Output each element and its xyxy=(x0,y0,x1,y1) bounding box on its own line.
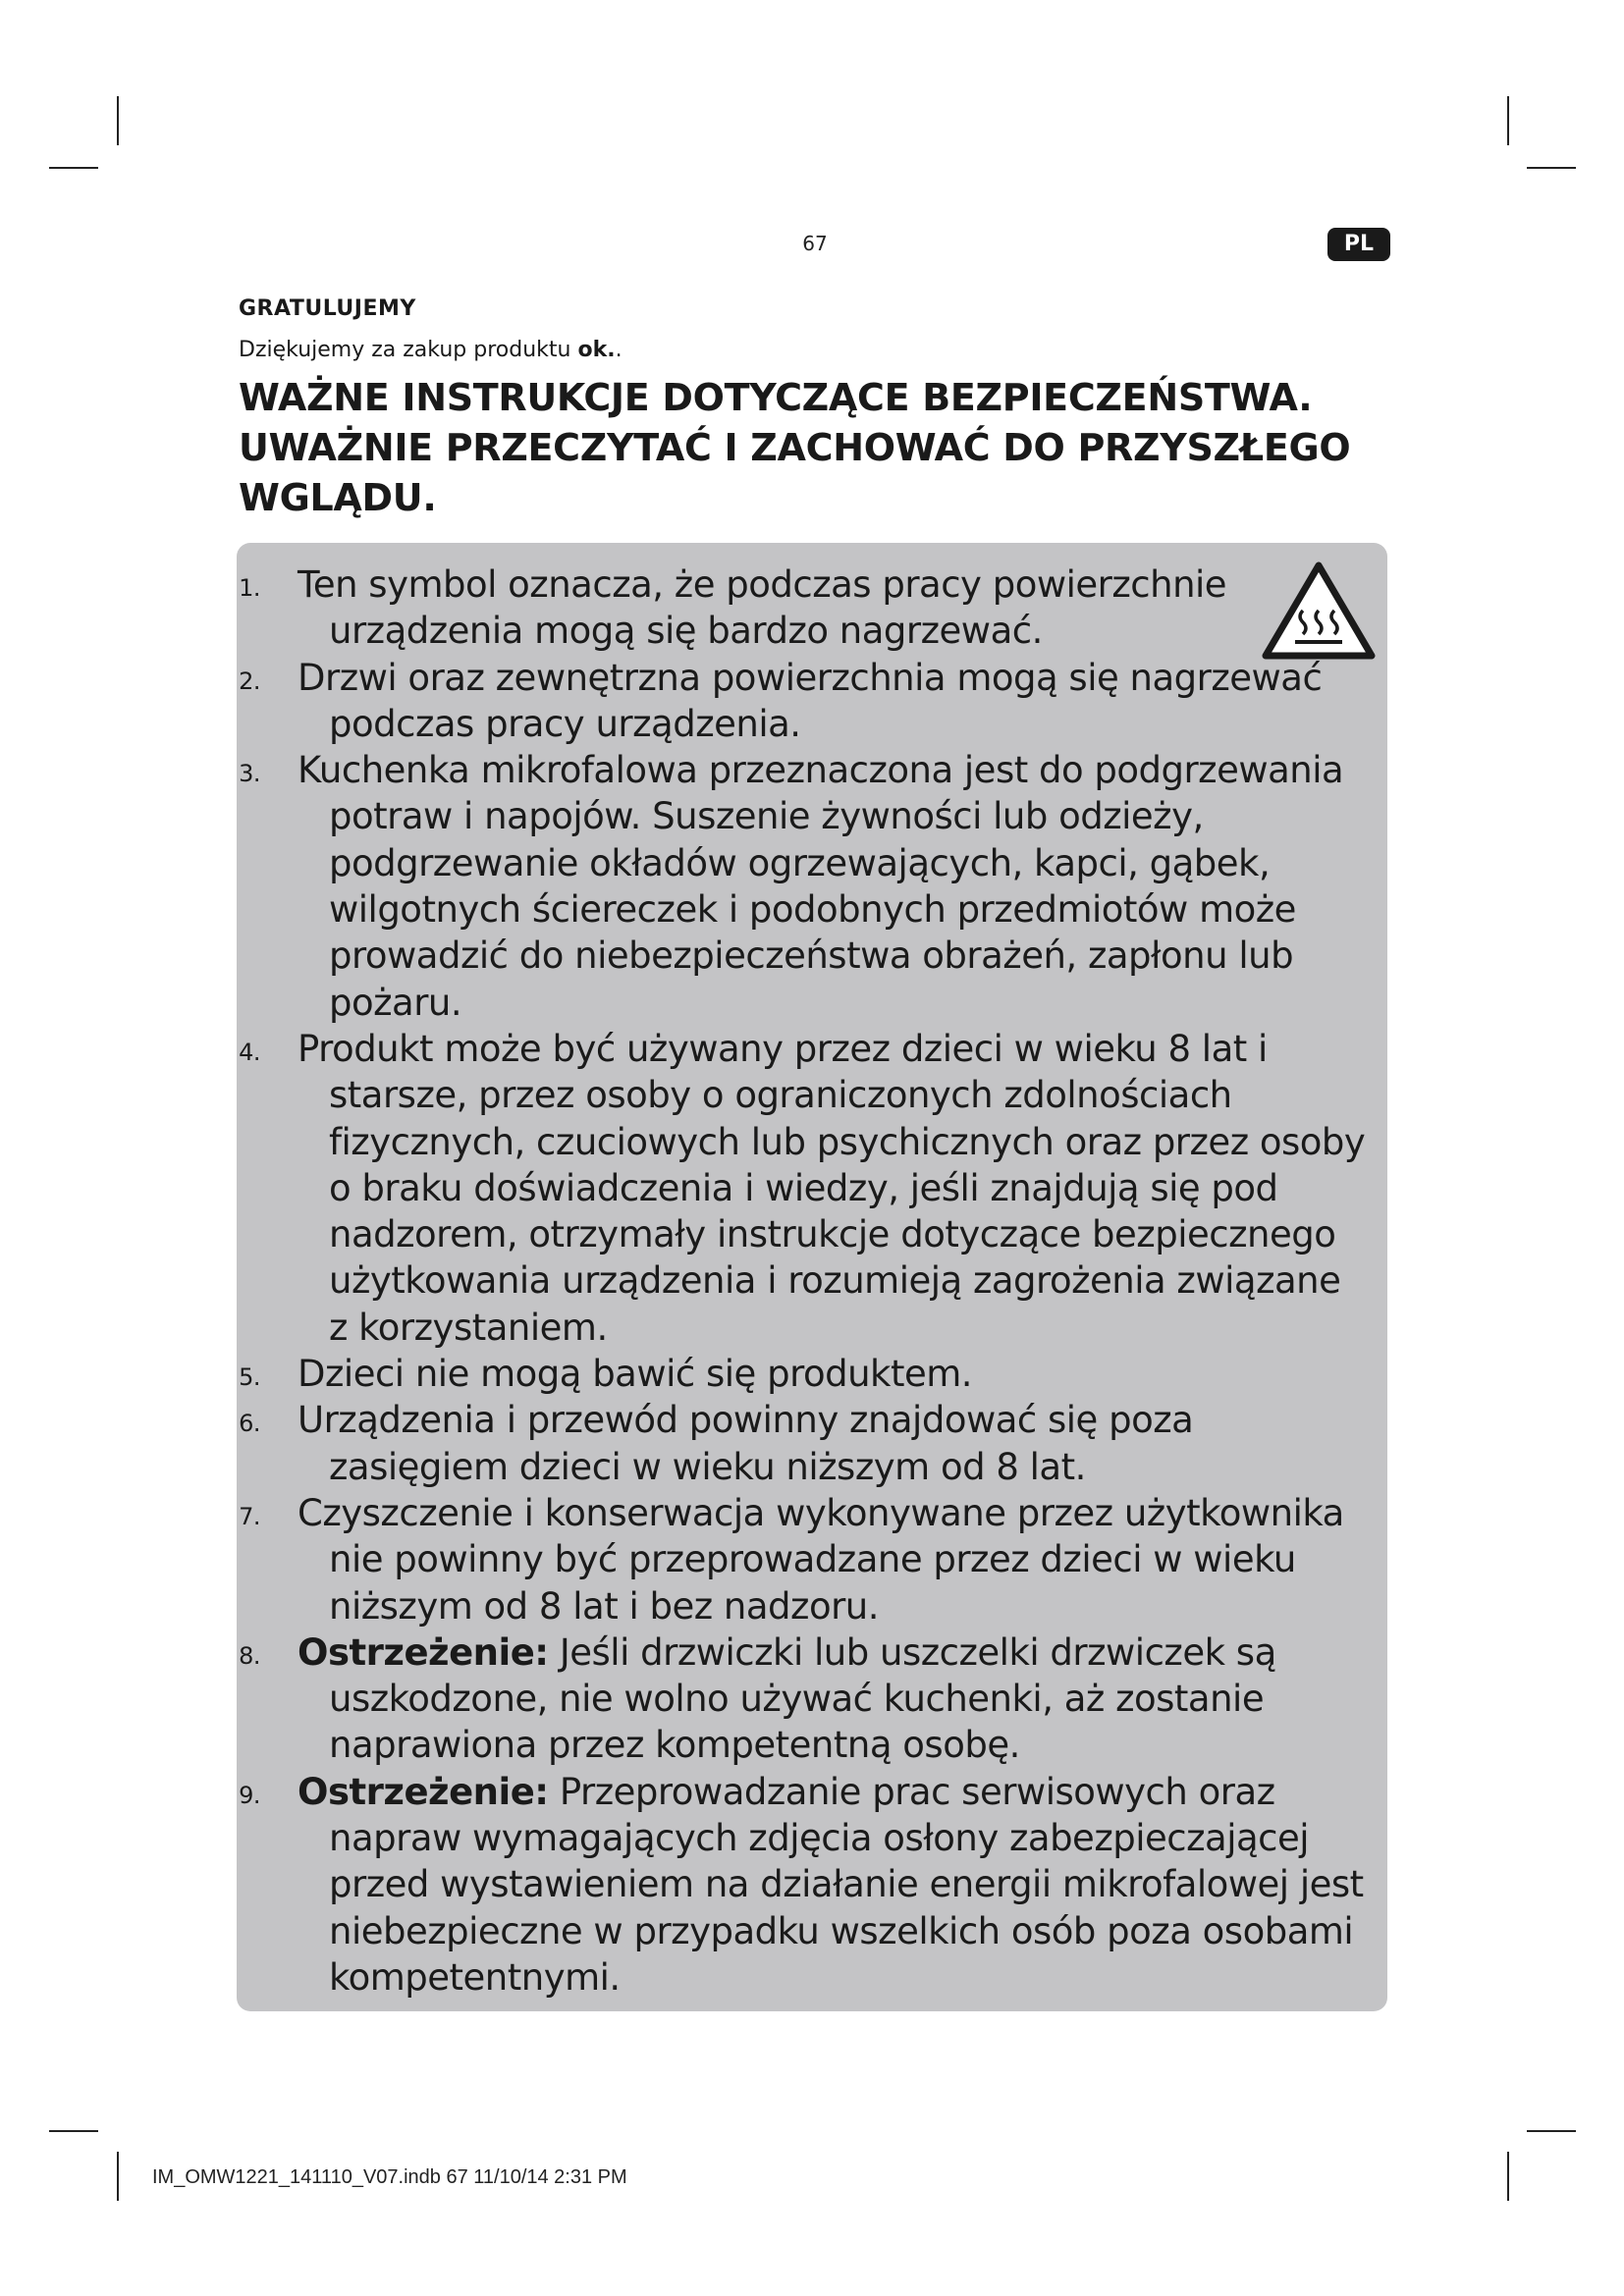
crop-mark xyxy=(49,2130,98,2132)
safety-heading: WAŻNE INSTRUKCJE DOTYCZĄCE BEZPIECZEŃSTWA. UWAŻNIE PRZECZYTAĆ I ZACHOWAĆ DO PRZYSZŁEGO WGLĄDU. xyxy=(239,376,1351,519)
item-text: Drzwi oraz zewnętrzna powierzchnia mogą się nagrzewać podczas pracy urządzenia. xyxy=(298,656,1323,745)
item-number: 2. xyxy=(239,667,260,695)
list-item xyxy=(239,655,1368,748)
item-number: 7. xyxy=(239,1502,260,1530)
item-number: 4. xyxy=(239,1038,260,1066)
item-text: Urządzenia i przewód powinny znajdować się poza zasięgiem dzieci w wieku niższym od 8 lat. xyxy=(298,1399,1194,1488)
item-bold-label: Ostrzeżenie: xyxy=(298,1770,549,1813)
brand-name: ok. xyxy=(577,338,616,362)
item-text: Przeprowadzanie prac serwisowych oraz napraw wymagających zdjęcia osłony zabezpieczającej przed wystawieniem na działanie energii mikrofalowej jest niebezpieczne w przypadku wszelkich osób poza osobami kompetentnymi. xyxy=(329,1770,1364,1999)
list-item xyxy=(239,561,1368,655)
congratulations-title: GRATULUJEMY xyxy=(239,296,416,321)
item-text: Produkt może być używany przez dzieci w wieku 8 lat i starsze, przez osoby o ograniczonych zdolnościach fizycznych, czuciowych lub psychicznych oraz przez osoby o braku doświadczenia i wiedzy, jeśli znajdują się pod nadzorem, otrzymały instrukcje dotyczące bezpiecznego użytkowania urządzenia i rozumieją zagrożenia związane z korzystaniem. xyxy=(298,1027,1366,1349)
thanks-line xyxy=(239,338,623,362)
thanks-prefix: Dziękujemy za zakup produktu xyxy=(239,338,578,362)
crop-mark xyxy=(1527,2130,1576,2132)
crop-mark xyxy=(1527,167,1576,169)
item-number: 1. xyxy=(239,574,260,602)
language-badge: PL xyxy=(1327,228,1390,261)
list-item xyxy=(239,1629,1368,1769)
item-text: Dzieci nie mogą bawić się produktem. xyxy=(298,1353,973,1396)
item-number: 3. xyxy=(239,760,260,788)
item-text: Jeśli drzwiczki lub uszczelki drzwiczek są uszkodzone, nie wolno używać kuchenki, aż zostanie naprawiona przez kompetentną osobę. xyxy=(329,1630,1276,1767)
item-number: 9. xyxy=(239,1781,260,1809)
list-item xyxy=(239,1351,1368,1397)
item-text: Ten symbol oznacza, że podczas pracy powierzchnie urządzenia mogą się bardzo nagrzewać. xyxy=(298,563,1227,653)
list-item xyxy=(239,1397,1368,1490)
item-text: Kuchenka mikrofalowa przeznaczona jest do podgrzewania potraw i napojów. Suszenie żywności lub odzieży, podgrzewanie okładów ogrzewających, kapci, gąbek, wilgotnych ściereczek i podobnych przedmiotów może prowadzić do niebezpieczeństwa obrażeń, zapłonu lub pożaru. xyxy=(298,749,1344,1024)
crop-mark xyxy=(117,96,119,145)
item-number: 8. xyxy=(239,1641,260,1670)
print-footer: IM_OMW1221_141110_V07.indb 67 11/10/14 2:31 PM xyxy=(152,2166,627,2188)
page-number: 67 xyxy=(802,232,828,255)
crop-mark xyxy=(1507,2152,1509,2201)
crop-mark xyxy=(1507,96,1509,145)
list-item xyxy=(239,1026,1368,1351)
list-item xyxy=(239,1490,1368,1629)
thanks-suffix: . xyxy=(615,338,623,362)
item-bold-label: Ostrzeżenie: xyxy=(298,1630,549,1674)
item-text: Czyszczenie i konserwacja wykonywane przez użytkownika nie powinny być przeprowadzane przez dzieci w wieku niższym od 8 lat i bez nadzoru. xyxy=(298,1491,1344,1628)
safety-list xyxy=(239,561,1368,2001)
item-number: 6. xyxy=(239,1410,260,1438)
crop-mark xyxy=(49,167,98,169)
list-item xyxy=(239,747,1368,1026)
list-item xyxy=(239,1769,1368,2001)
crop-mark xyxy=(117,2152,119,2201)
item-number: 5. xyxy=(239,1363,260,1392)
